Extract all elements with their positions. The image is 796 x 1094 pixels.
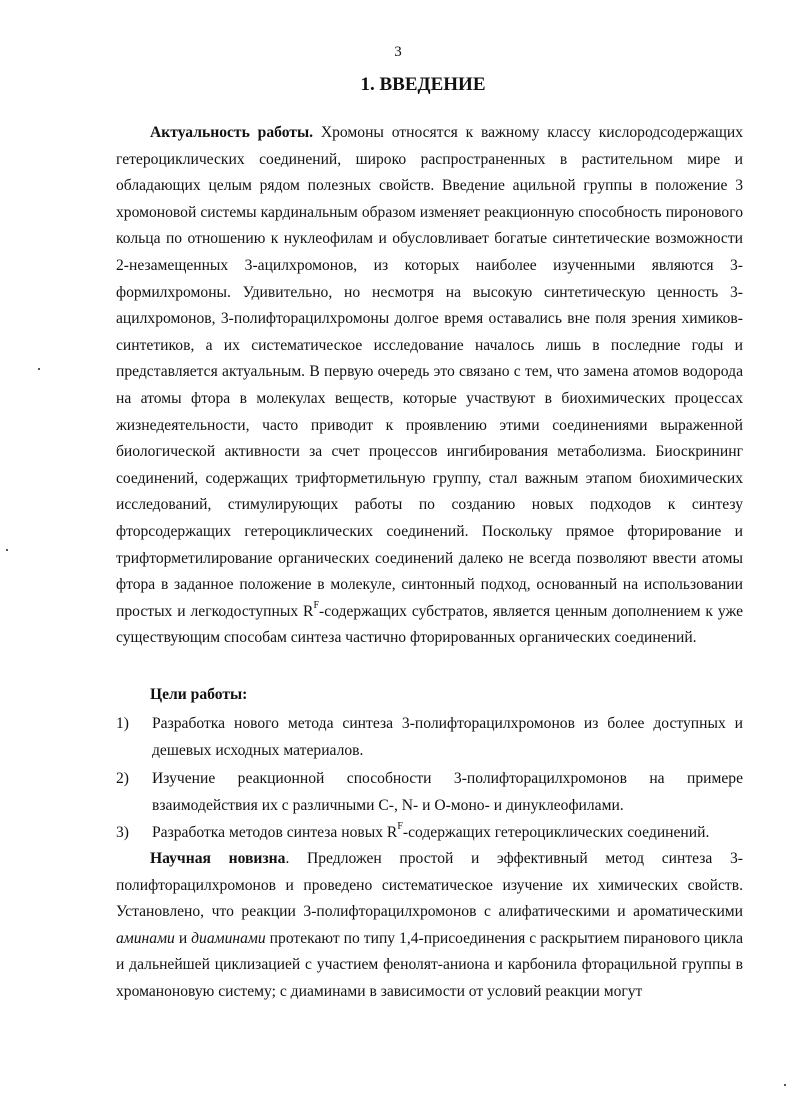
goal-text-part-2: -содержащих гетероциклических соединений. — [402, 824, 710, 841]
goal-number: 3) — [116, 824, 129, 841]
page-number: 3 — [394, 44, 402, 60]
goal-text — [152, 820, 743, 847]
relevance-text-2: -содержащих субстратов, является ценным дополнением к уже существующим способам синтеза частично фторированных органических соединений. — [116, 602, 743, 647]
goal-item-1 — [116, 711, 743, 764]
section-heading: 1. ВВЕДЕНИЕ — [360, 74, 486, 95]
goal-number: 2) — [116, 770, 129, 787]
novelty-label: Научная новизна — [150, 850, 286, 867]
novelty-text-1: . Предложен простой и эффективный метод синтеза 3-полифторацилхромонов и проведено систематическое изучение их химических свойств. Установлено, что реакции 3-полифторацилхромонов с алифатическими и ароматическими — [116, 850, 743, 921]
goal-item-2 — [116, 766, 743, 819]
novelty-emphasis-amines: аминами — [116, 929, 175, 947]
goal-item-3 — [116, 820, 743, 847]
goal-text-part-1: Разработка методов синтеза новых R — [152, 824, 398, 841]
goals-title: Цели работы: — [150, 686, 248, 703]
rf-superscript: F — [397, 821, 403, 832]
novelty-text-2: и — [174, 929, 192, 947]
relevance-paragraph — [116, 120, 743, 652]
relevance-label: Актуальность работы. — [150, 124, 314, 141]
rf-superscript: F — [313, 599, 319, 611]
scan-speck — [38, 368, 40, 370]
novelty-paragraph — [116, 846, 743, 1006]
novelty-emphasis-diamines: диаминами — [191, 929, 266, 947]
scan-speck — [784, 1084, 786, 1086]
goal-text: Изучение реакционной способности 3-полифторацилхромонов на примере взаимодействия их с различными С-, N- и О-моно- и динуклеофилами. — [152, 770, 743, 814]
novelty-text-3: протекают по типу 1,4-присоединения с раскрытием пиранового цикла и дальнейшей циклизацией с участием фенолят-аниона и карбонила фторацильной группы в хроманоновую систему; с диаминами в зависимости от условий реакции могут — [116, 929, 743, 1000]
goal-number: 1) — [116, 715, 129, 732]
relevance-text-1: Хромоны относятся к важному классу кислородсодержащих гетероциклических соединений, широко распространенных в растительном мире и обладающих целым рядом полезных свойств. Введение ацильной группы в положение 3 хромоновой системы кардинальным образом изменяет реакционную способность пиронового кольца по отношению к нуклеофилам и обусловливает богатые синтетические возможности 2-незамещенных 3-ацилхромонов, из которых наиболее изученными являются 3-формилхромоны. Удивительно, но несмотря на высокую синтетическую ценность 3-ацилхромонов, 3-полифторацилхромоны долгое время оставались вне поля зрения химиков-синтетиков, а их систематическое исследование началось лишь в последние годы и представляется актуальным. В первую очередь это связано с тем, что замена атомов водорода на атомы фтора в молекулах веществ, которые участвуют в биохимических процессах жизнедеятельности, часто приводит к проявлению этими соединениями выраженной биологической активности за счет процессов ингибирования метаболизма. Биоскрининг соединений, содержащих трифторметильную группу, стал важным этапом биохимических исследований, стимулирующих работы по созданию новых подходов к синтезу фторсодержащих гетероциклических соединений. Поскольку прямое фторирование и трифторметилирование органических соединений далеко не всегда позволяют ввести атомы фтора в заданное положение в молекуле, синтонный подход, основанный на использовании простых и легкодоступных R — [116, 124, 743, 620]
goal-text: Разработка нового метода синтеза 3-полифторацилхромонов из более доступных и дешевых исходных материалов. — [152, 715, 743, 759]
scan-speck — [6, 549, 8, 551]
